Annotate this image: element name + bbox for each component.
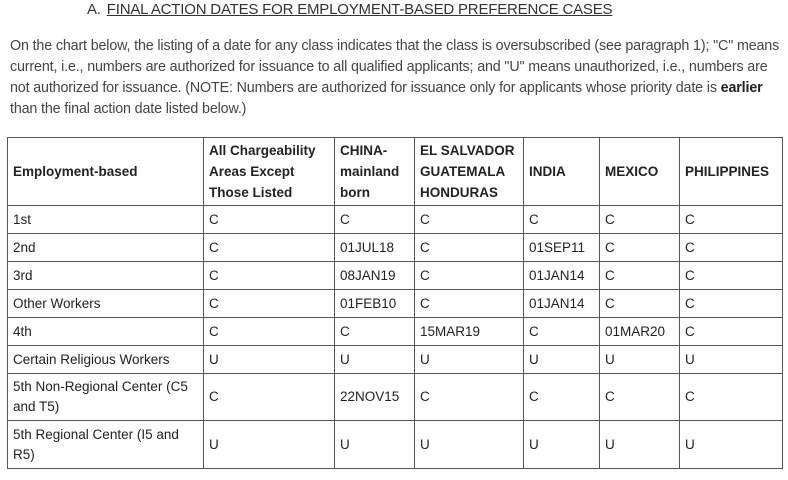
table-row <box>8 374 783 421</box>
intro-text-before: On the chart below, the listing of a date for any class indicates that the class is oversubscribed (see paragraph 1); "C" means current, i.e., numbers are authorized for issuance to all qualified applicants; and "U" means unauthorized, i.e., numbers are not authorized for issuance. (NOTE: Numbers are authorized for issuance only for applicants whose priority date is <box>10 38 780 96</box>
section-title: FINAL ACTION DATES FOR EMPLOYMENT-BASED PREFERENCE CASES <box>106 1 613 18</box>
table-cell: C <box>204 318 335 346</box>
table-cell: C <box>415 290 524 318</box>
table-cell: C <box>204 206 335 234</box>
intro-paragraph <box>10 36 780 120</box>
table-cell: C <box>600 234 680 262</box>
table-row <box>8 234 783 262</box>
section-letter: A. <box>87 1 101 18</box>
header-mexico: MEXICO <box>600 138 680 206</box>
intro-text-after: than the final action date listed below.) <box>10 101 247 117</box>
table-cell: 01MAR20 <box>600 318 680 346</box>
table-cell: 01JAN14 <box>524 262 600 290</box>
table-cell: U <box>524 346 600 374</box>
table-cell: U <box>524 421 600 469</box>
table-cell: U <box>204 346 335 374</box>
table-cell: C <box>335 206 415 234</box>
header-all-chargeability: All Chargeability Areas Except Those Listed <box>204 138 335 206</box>
row-label: 1st <box>8 206 204 234</box>
table-cell: C <box>204 290 335 318</box>
table-row <box>8 318 783 346</box>
table-cell: C <box>680 234 783 262</box>
table-cell: C <box>680 318 783 346</box>
table-cell: C <box>600 374 680 421</box>
table-cell: C <box>415 234 524 262</box>
header-philippines: PHILIPPINES <box>680 138 783 206</box>
table-row <box>8 290 783 318</box>
row-label: 3rd <box>8 262 204 290</box>
table-cell: 01JAN14 <box>524 290 600 318</box>
row-label: Certain Religious Workers <box>8 346 204 374</box>
table-cell: C <box>335 318 415 346</box>
table-row <box>8 346 783 374</box>
table-cell: U <box>204 421 335 469</box>
table-cell: C <box>204 234 335 262</box>
table-cell: C <box>524 206 600 234</box>
header-india: INDIA <box>524 138 600 206</box>
table-cell: C <box>204 262 335 290</box>
final-action-dates-table <box>7 137 783 469</box>
table-cell: U <box>600 346 680 374</box>
table-cell: 08JAN19 <box>335 262 415 290</box>
intro-emphasis: earlier <box>720 80 763 96</box>
table-cell: U <box>415 346 524 374</box>
table-cell: 01JUL18 <box>335 234 415 262</box>
table-cell: U <box>335 421 415 469</box>
table-cell: C <box>600 290 680 318</box>
table-cell: U <box>335 346 415 374</box>
table-cell: C <box>415 374 524 421</box>
table-row <box>8 262 783 290</box>
row-label: 5th Regional Center (I5 and R5) <box>8 421 204 469</box>
table-cell: C <box>680 290 783 318</box>
row-label: 2nd <box>8 234 204 262</box>
table-cell: C <box>600 262 680 290</box>
table-cell: 01SEP11 <box>524 234 600 262</box>
table-cell: U <box>600 421 680 469</box>
table-cell: U <box>680 421 783 469</box>
table-cell: 15MAR19 <box>415 318 524 346</box>
table-cell: 22NOV15 <box>335 374 415 421</box>
table-cell: C <box>204 374 335 421</box>
table-cell: U <box>680 346 783 374</box>
table-cell: C <box>415 262 524 290</box>
row-label: Other Workers <box>8 290 204 318</box>
table-cell: C <box>600 206 680 234</box>
table-row <box>8 421 783 469</box>
header-employment-based: Employment-based <box>8 138 204 206</box>
header-china: CHINA-mainland born <box>335 138 415 206</box>
table-cell: C <box>524 318 600 346</box>
header-el-salvador-guatemala-honduras: EL SALVADOR GUATEMALA HONDURAS <box>415 138 524 206</box>
table-cell: C <box>680 206 783 234</box>
row-label: 5th Non-Regional Center (C5 and T5) <box>8 374 204 421</box>
table-cell: U <box>415 421 524 469</box>
table-header-row <box>8 138 783 206</box>
table-cell: C <box>415 206 524 234</box>
table-row <box>8 206 783 234</box>
table-cell: C <box>524 374 600 421</box>
table-cell: 01FEB10 <box>335 290 415 318</box>
table-cell: C <box>680 374 783 421</box>
section-heading <box>87 1 612 18</box>
table-cell: C <box>680 262 783 290</box>
row-label: 4th <box>8 318 204 346</box>
